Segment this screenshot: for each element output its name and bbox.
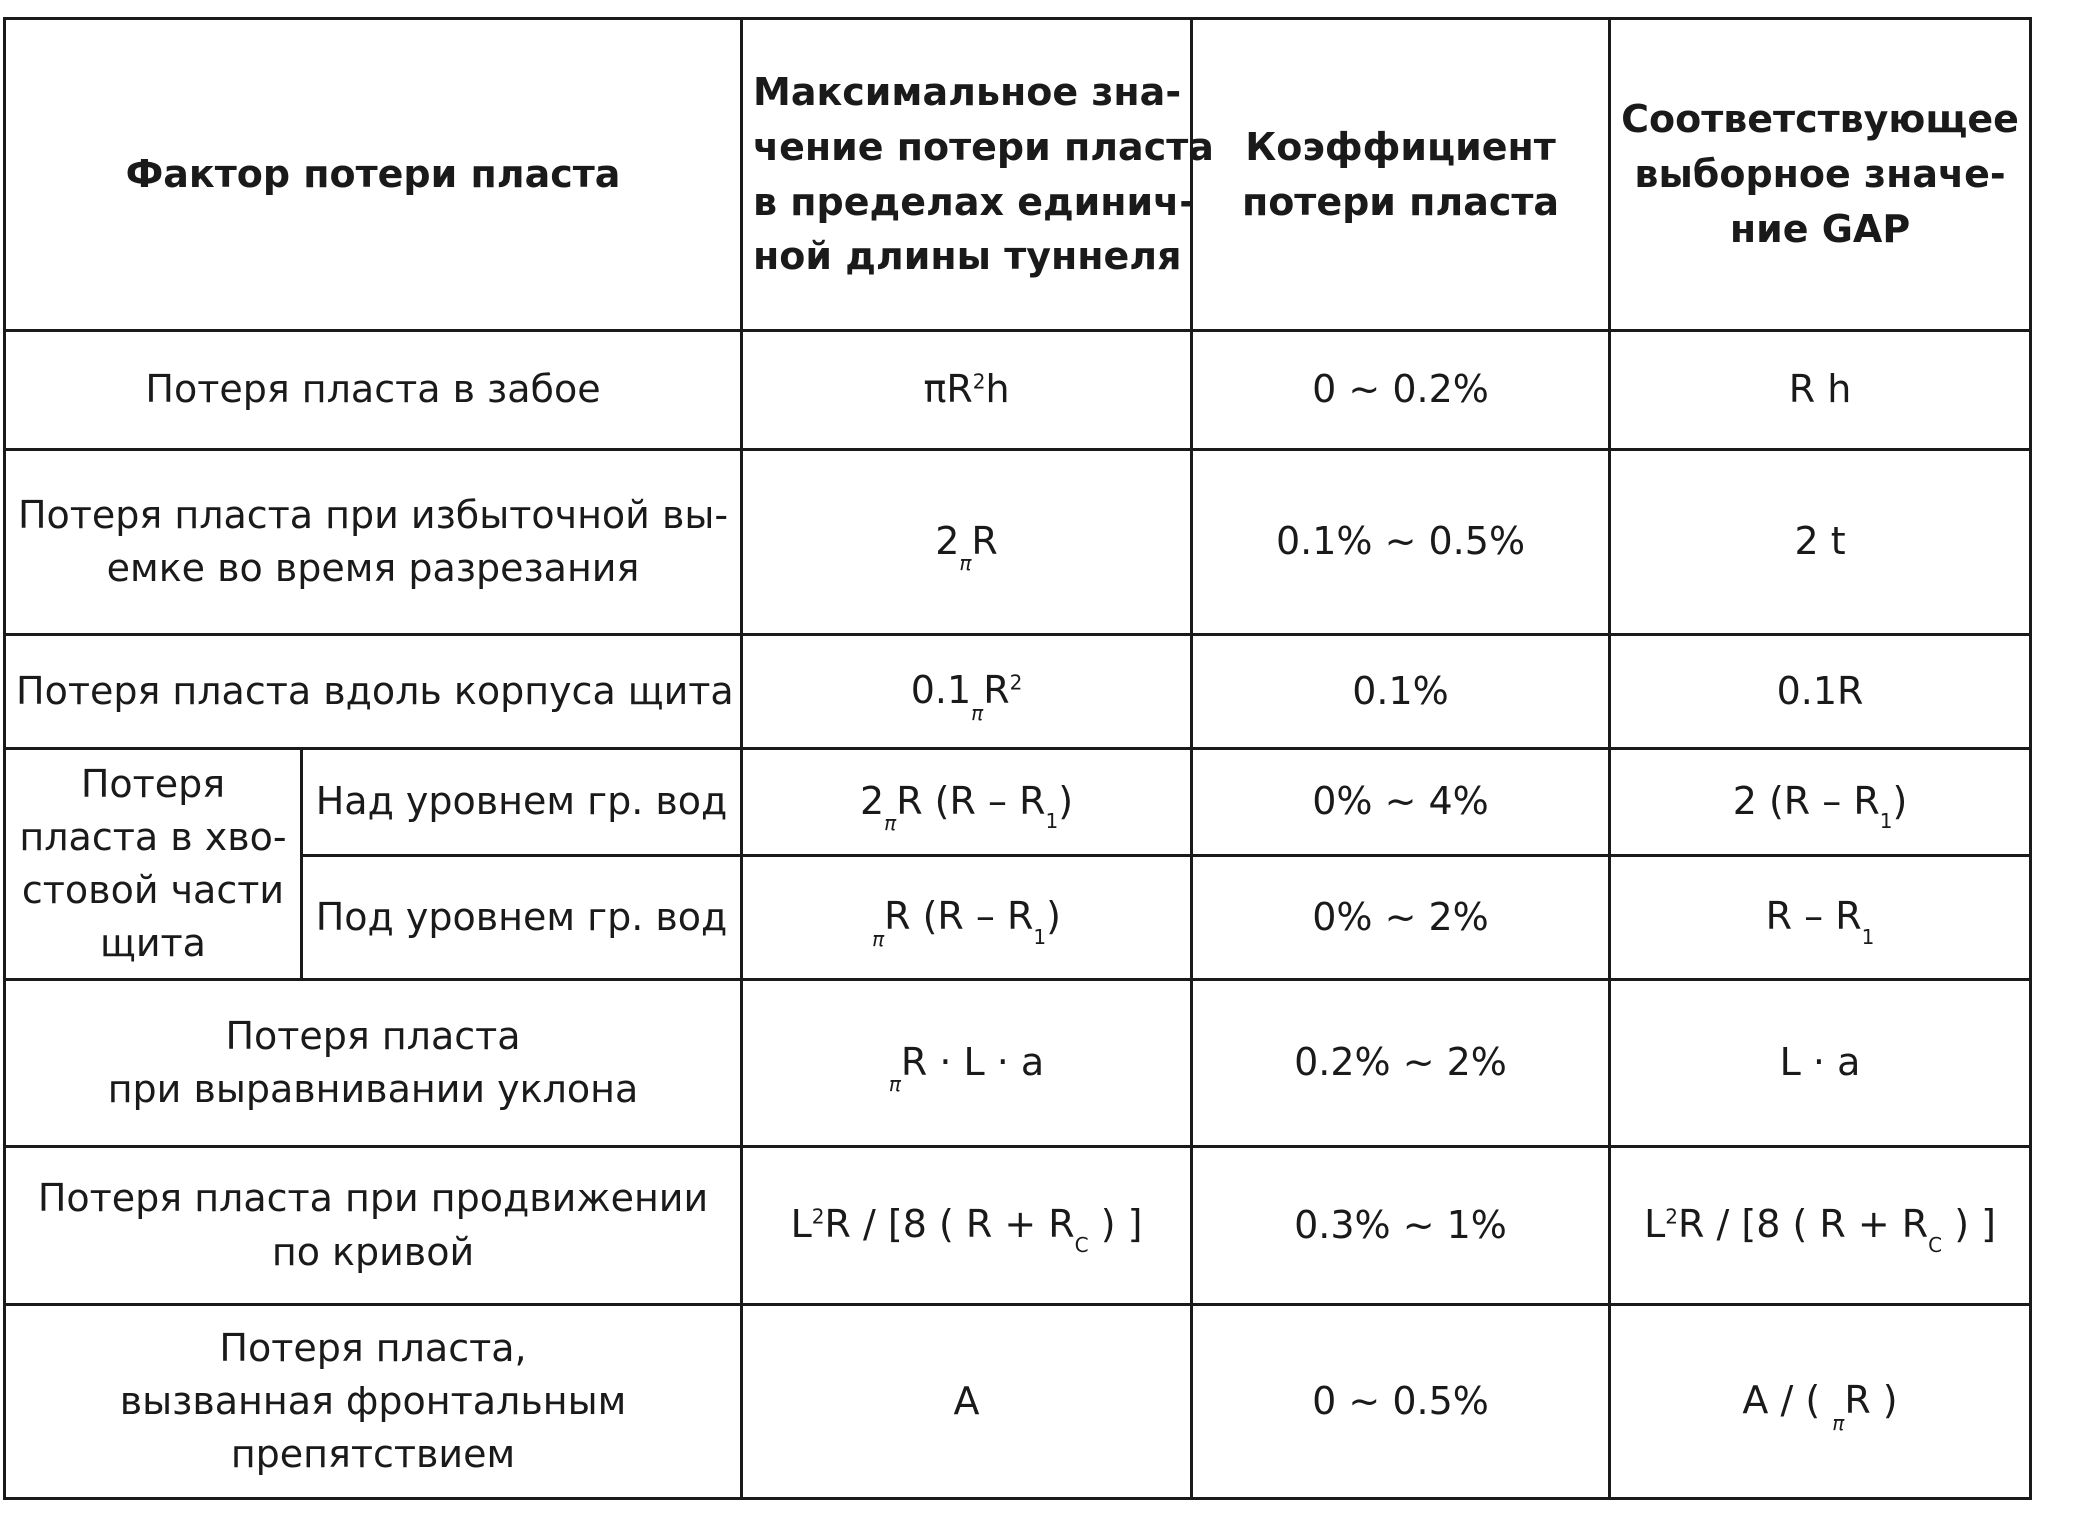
factor-cell: Потеря пласта в забое	[5, 331, 742, 450]
formation-loss-table	[3, 17, 2032, 1500]
gap-cell: 2 $(R - R_1)$	[1610, 749, 2031, 856]
gap-cell: 0.1R	[1610, 635, 2031, 749]
gap-cell: L · a	[1610, 980, 2031, 1147]
header-coefficient: Коэффициент потери пласта	[1192, 19, 1610, 331]
table-row	[5, 1305, 2031, 1499]
table-row	[5, 856, 2031, 980]
factor-cell: Потеря пласта при продвижении по кривой	[5, 1147, 742, 1305]
factor-cell: Потеря пласта вдоль корпуса щита	[5, 635, 742, 749]
max-value-cell: A	[742, 1305, 1192, 1499]
table-row	[5, 980, 2031, 1147]
factor-cell: Потеря пласта при выравнивании уклона	[5, 980, 742, 1147]
coefficient-cell: 0 ~ 0.2%	[1192, 331, 1610, 450]
table-row	[5, 331, 2031, 450]
gap-cell: $L^2R / [8$ ( $R + R_C$ ) ]	[1610, 1147, 2031, 1305]
table-row	[5, 635, 2031, 749]
coefficient-cell: 0.3% ~ 1%	[1192, 1147, 1610, 1305]
coefficient-cell: 0% ~ 2%	[1192, 856, 1610, 980]
gap-cell: A / ( $_\pi$R )	[1610, 1305, 2031, 1499]
header-factor: Фактор потери пласта	[5, 19, 742, 331]
gap-cell: R h	[1610, 331, 2031, 450]
table-row	[5, 749, 2031, 856]
header-max-value: Максимальное зна- чение потери пласта в пределах единич- ной длины туннеля	[742, 19, 1192, 331]
max-value-cell: $2_\pi R$	[742, 450, 1192, 635]
factor-cell: Над уровнем гр. вод	[302, 749, 742, 856]
factor-cell: Потеря пласта при избыточной вы- емке во время разрезания	[5, 450, 742, 635]
tail-group-cell: Потеря пласта в хво- стовой части щита	[5, 749, 302, 980]
max-value-cell: $2_\pi R$ $(R - R_1)$	[742, 749, 1192, 856]
factor-cell: Потеря пласта, вызванная фронтальным препятствием	[5, 1305, 742, 1499]
coefficient-cell: 0% ~ 4%	[1192, 749, 1610, 856]
max-value-cell: $0.1_\pi R^2$	[742, 635, 1192, 749]
coefficient-cell: 0.2% ~ 2%	[1192, 980, 1610, 1147]
factor-cell: Под уровнем гр. вод	[302, 856, 742, 980]
max-value-cell: $\pi R^2h$	[742, 331, 1192, 450]
gap-cell: 2 t	[1610, 450, 2031, 635]
max-value-cell: $_\pi$R $(R - R_1)$	[742, 856, 1192, 980]
max-value-cell: $L^2R / [8$ ( $R + R_C$ ) ]	[742, 1147, 1192, 1305]
max-value-cell: $_\pi$R · L · a	[742, 980, 1192, 1147]
header-gap: Соответствующее выборное значе- ние GAP	[1610, 19, 2031, 331]
coefficient-cell: 0 ~ 0.5%	[1192, 1305, 1610, 1499]
coefficient-cell: 0.1% ~ 0.5%	[1192, 450, 1610, 635]
table-row	[5, 1147, 2031, 1305]
table-row	[5, 450, 2031, 635]
gap-cell: R – $R_1$	[1610, 856, 2031, 980]
header-row	[5, 19, 2031, 331]
coefficient-cell: 0.1%	[1192, 635, 1610, 749]
